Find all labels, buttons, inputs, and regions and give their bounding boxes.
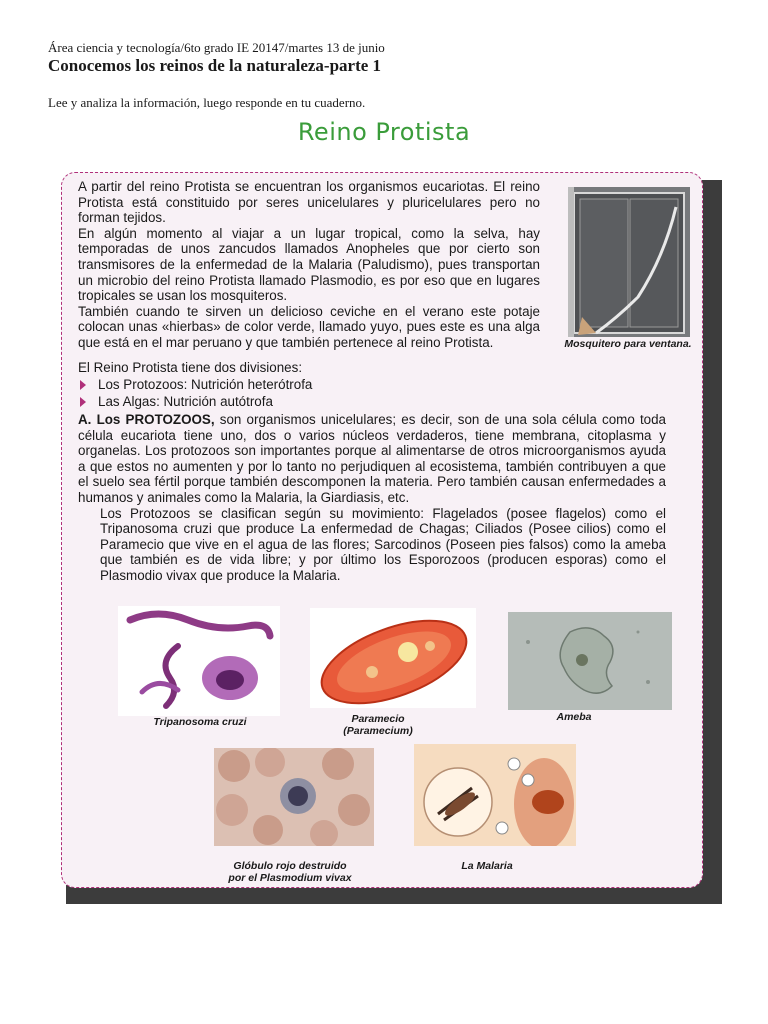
tripanosoma-caption: Tripanosoma cruzi [153, 716, 247, 728]
header-line: Área ciencia y tecnología/6to grado IE 20147/martes 13 de junio [48, 40, 385, 55]
paramecio-caption-line: Paramecio [351, 713, 405, 725]
protozoos-paragraph-1 [78, 412, 666, 506]
division-item [80, 377, 312, 393]
protozoos-paragraph-2: Los Protozoos se clasifican según su movimiento: Flagelados (posee flagelos) como el Tripanosoma cruzi que produce La enfermedad de Chagas; Ciliados (Posee cilios) como el Paramecio que vive en el agua de las flores; Sarcodinos (Poseen pies falsos) como la ameba que también es de vida libre; y por último los Esporozoos (producen esporas) como el Plasmodio vivax que produce la Malaria. [100, 505, 666, 583]
globulo-caption-line: por el Plasmodium vivax [228, 872, 352, 884]
protozoos-text [78, 412, 666, 584]
bullet-arrow-icon [80, 380, 86, 390]
globulo-rojo-caption [200, 860, 380, 884]
intro-paragraph: También cuando te sirven un delicioso ceviche en el verano este potaje colocan unas «hierbas» de color verde, llamado yuyo, pues este es una alga que está en el mar peruano y que también pertenece al reino Protista. [78, 303, 540, 350]
intro-paragraph: A partir del reino Protista se encuentran los organismos eucariotas. El reino Protista está constituido por seres unicelulares y pluricelulares pero no forman tejidos. [78, 179, 540, 226]
division-label: Los Protozoos: Nutrición heterótrofa [98, 377, 313, 392]
division-item [80, 394, 273, 410]
paramecio-image [310, 608, 476, 708]
document-title: Conocemos los reinos de la naturaleza-parte 1 [48, 56, 382, 75]
ameba-caption: Ameba [556, 711, 592, 723]
malaria-caption: La Malaria [461, 860, 513, 872]
section-title: Reino Protista [297, 118, 471, 146]
protozoos-lead: A. Los PROTOZOOS, [78, 412, 215, 427]
mosquitero-caption: Mosquitero para ventana. [564, 338, 692, 350]
division-label: Las Algas: Nutrición autótrofa [98, 394, 273, 409]
ameba-image [508, 612, 672, 710]
mosquitero-photo [568, 187, 690, 337]
intro-paragraph: En algún momento al viajar a un lugar tropical, como la selva, hay temporadas de unos zancudos llamados Anopheles que por cierto son transmisores de la enfermedad de la Malaria (Paludismo), pues transportan un microbio del reino Protista llamado Plasmodio, es por eso que en lugares tropicales se usan los mosquiteros. [78, 225, 540, 304]
globulo-rojo-image [214, 748, 374, 846]
instruction-text: Lee y analiza la información, luego responde en tu cuaderno. [48, 95, 366, 110]
protozoos-body-1: son organismos unicelulares; es decir, son de una sola célula como toda célula eucariota tiene uno, dos o varios núcleos verdaderos, tiene membrana, citoplasma y organelas. Los protozoos son importantes porque al alimentarse de otros microorganismos ayuda a que estos no aumenten y por lo tanto no perjudiquen al ecosistema, también contribuyen a que el suelo sea fértil porque también descomponen la materia. Pero también causan enfermedades a humanos y animales como la Malaria, la Giardiasis, etc. [78, 412, 667, 505]
paramecio-caption-line: (Paramecium) [343, 725, 413, 737]
tripanosoma-image [118, 606, 280, 716]
globulo-caption-line: Glóbulo rojo destruido [233, 860, 347, 872]
intro-text [78, 179, 540, 351]
bullet-arrow-icon [80, 397, 86, 407]
divisions-intro: El Reino Protista tiene dos divisiones: [78, 360, 303, 375]
malaria-image [414, 744, 576, 846]
paramecio-caption [318, 713, 438, 737]
